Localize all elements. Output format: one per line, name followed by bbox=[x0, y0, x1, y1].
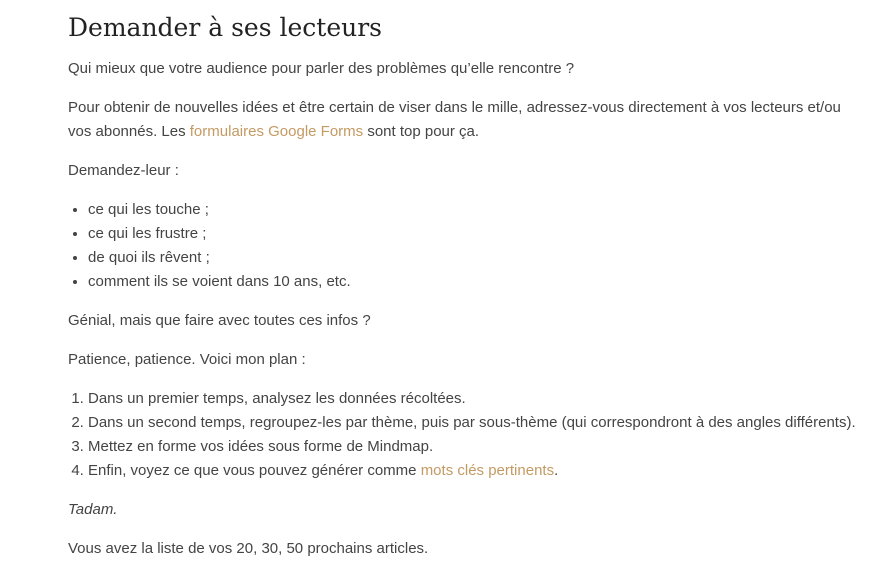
list-item: • ce qui les frustre ; bbox=[88, 222, 858, 246]
list-item: • comment ils se voient dans 10 ans, etc. bbox=[88, 270, 858, 294]
paragraph-text: Pour obtenir de nouvelles idées et être certain de viser dans le mille, adressez-vous directement à vos lecteurs et/ou vos abonnés. Les bbox=[68, 99, 841, 140]
tadam-text: Tadam. bbox=[68, 501, 118, 518]
list-item: 2. Dans un second temps, regroupez-les par thème, puis par sous-thème (qui correspondront à des angles différents). bbox=[88, 411, 858, 435]
article-content bbox=[68, 0, 858, 561]
ask-intro: Demandez-leur : bbox=[68, 162, 179, 179]
list-item: • ce qui les touche ; bbox=[88, 198, 858, 222]
list-item: 3. Mettez en forme vos idées sous forme de Mindmap. bbox=[88, 435, 858, 459]
list-item: • de quoi ils rêvent ; bbox=[88, 246, 858, 270]
intro-paragraph: Qui mieux que votre audience pour parler des problèmes qu’elle rencontre ? bbox=[68, 60, 575, 77]
steps-list bbox=[68, 387, 858, 483]
closing-paragraph: Vous avez la liste de vos 20, 30, 50 prochains articles. bbox=[68, 540, 429, 557]
list-item: 1. Dans un premier temps, analysez les données récoltées. bbox=[88, 387, 858, 411]
keywords-link[interactable]: mots clés pertinents bbox=[420, 462, 555, 479]
section-heading: Demander à ses lecteurs bbox=[68, 13, 383, 42]
tadam-paragraph bbox=[68, 498, 858, 522]
google-forms-link[interactable]: formulaires Google Forms bbox=[189, 123, 364, 140]
paragraph-text: sont top pour ça. bbox=[363, 123, 480, 140]
google-forms-paragraph bbox=[68, 96, 858, 144]
list-item bbox=[88, 459, 858, 483]
questions-list bbox=[68, 198, 858, 294]
step-text: Enfin, voyez ce que vous pouvez générer comme bbox=[88, 462, 421, 479]
infos-paragraph: Génial, mais que faire avec toutes ces infos ? bbox=[68, 312, 371, 329]
step-text: . bbox=[554, 462, 559, 479]
plan-paragraph: Patience, patience. Voici mon plan : bbox=[68, 351, 306, 368]
